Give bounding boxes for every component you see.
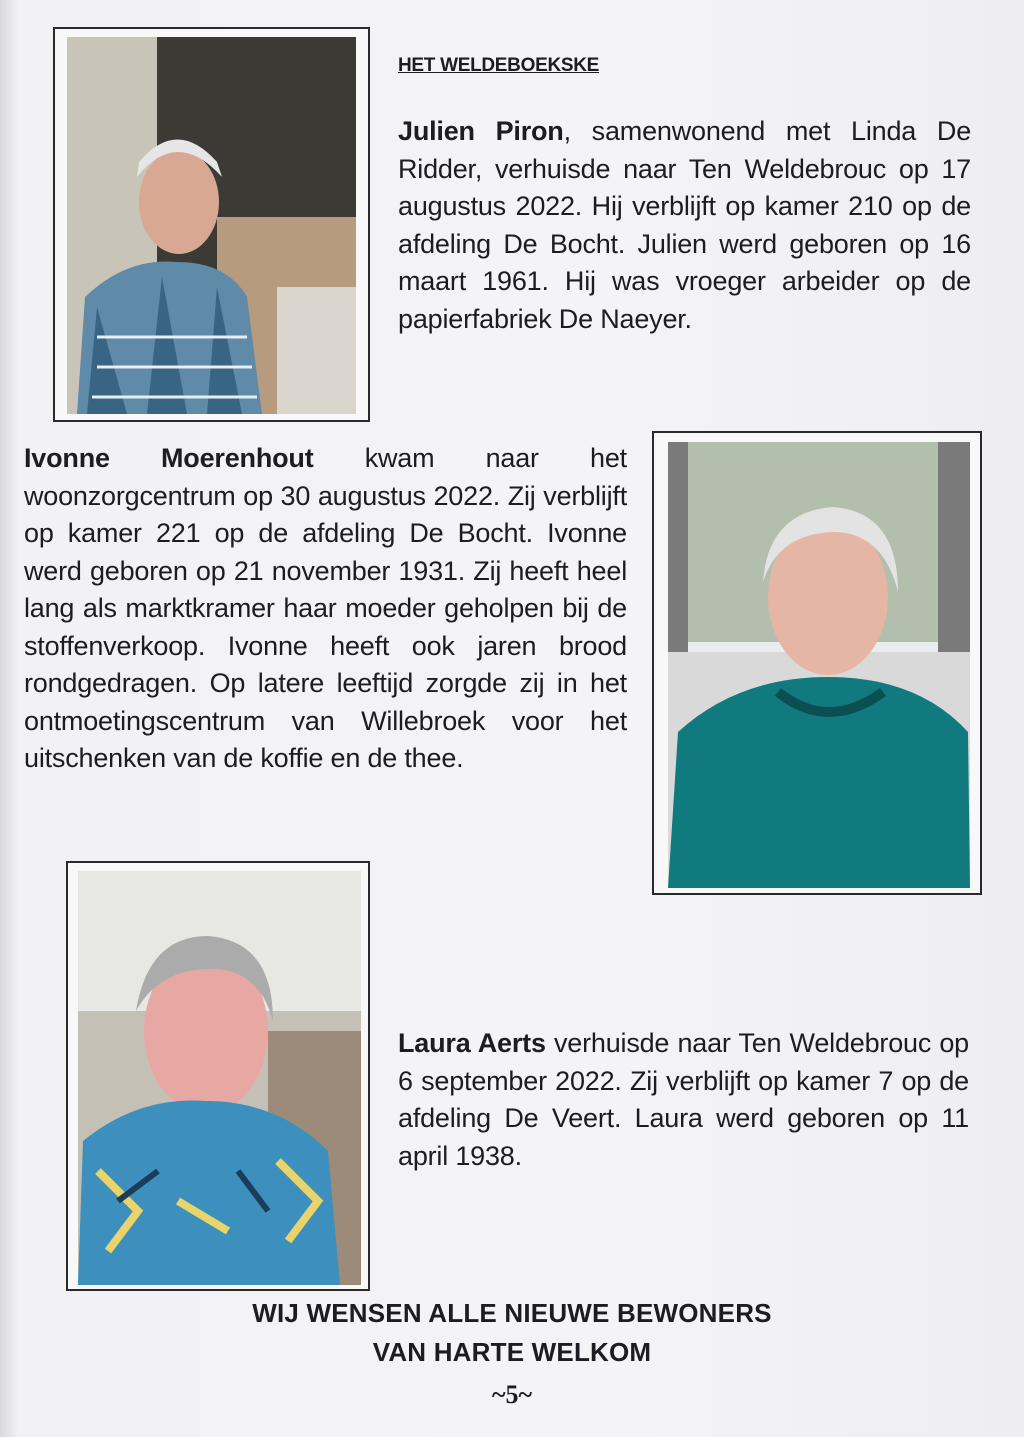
photo-ivonne-moerenhout [668, 442, 970, 888]
page-number: ~5~ [491, 1380, 533, 1409]
photo-julien-piron [67, 37, 356, 414]
resident-bio-julien [398, 113, 971, 338]
photo-frame-ivonne [652, 431, 982, 895]
welcome-line-1: WIJ WENSEN ALLE NIEUWE BEWONERS [252, 1298, 772, 1328]
resident-text: verhuisde naar Ten Weldebrouc op 6 september 2022. Zij verblijft op kamer 7 op de afdeling De Veert. Laura werd geboren op 11 april 1938. [398, 1028, 969, 1171]
resident-name: Julien Piron [398, 116, 564, 146]
photo-frame-laura [66, 861, 370, 1291]
page-header: HET WELDEBOEKSKE [398, 55, 600, 76]
photo-laura-aerts [78, 871, 361, 1285]
resident-name: Ivonne Moerenhout [24, 443, 314, 473]
welcome-line-2: VAN HARTE WELKOM [372, 1337, 652, 1367]
photo-frame-julien [53, 27, 370, 422]
resident-name: Laura Aerts [398, 1028, 546, 1058]
resident-bio-laura [398, 1025, 969, 1175]
resident-text: , samenwonend met Linda De Ridder, verhuisde naar Ten Weldebrouc op 17 augustus 2022. Hij verblijft op kamer 210 op de afdeling De Bocht. Julien werd geboren op 16 maart 1961. Hij was vroeger arbeider op de papierfabriek De Naeyer. [398, 116, 972, 334]
resident-bio-ivonne [24, 440, 627, 778]
resident-text: kwam naar het woonzorgcentrum op 30 augustus 2022. Zij verblijft op kamer 221 op de afdeling De Bocht. Ivonne werd geboren op 21 november 1931. Zij heeft heel lang als marktkramer haar moeder geholpen bij de stoffenverkoop. Ivonne heeft ook jaren brood rondgedragen. Op latere leeftijd zorgde zij in het ontmoetingscentrum van Willebroek voor het uitschenken van de koffie en de thee. [24, 443, 627, 773]
